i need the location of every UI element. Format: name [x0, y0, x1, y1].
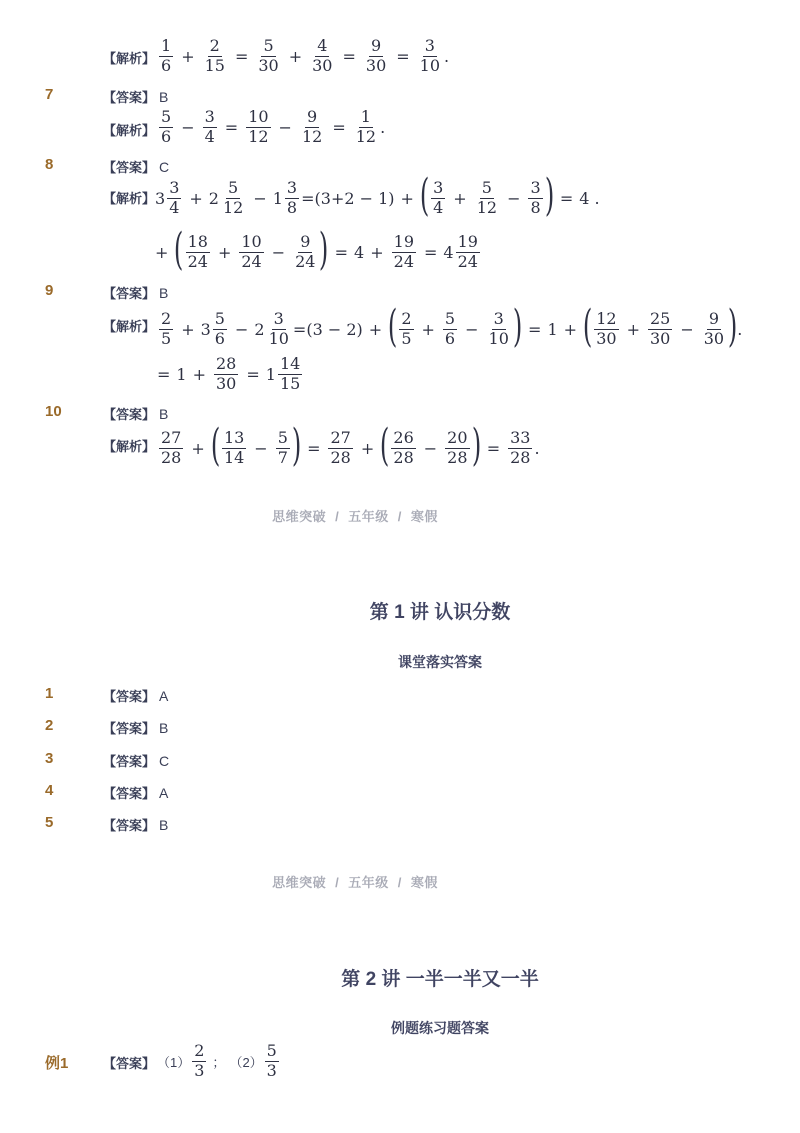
answer-tag: 【答案】 [103, 721, 156, 736]
answer-value: A [159, 688, 169, 704]
footer-term: 寒假 [410, 509, 438, 524]
math-expression: = 1 + $\frac{28}{30}$ = 1 $\frac{14}{15}$ [157, 354, 301, 393]
analysis-tag: 【解析】 [103, 319, 156, 334]
part-label: （2） [229, 1054, 263, 1070]
math-expression: $\frac{2}{5}$ + 3 $\frac{5}{6}$ − 2 $\frac{3}{10}$ =(3 − 2) + ( $\frac{2}{5}$ + $\frac{5}{6}$ − $\frac{3}{10}$ ) = 1 + ( $\frac{12}{30}$ + $\frac{25}{30}$ − $\frac{9}{30}$ ) . [161, 301, 743, 352]
analysis-tag: 【解析】 [103, 123, 156, 138]
answer-value: A [159, 785, 169, 801]
answer-line [103, 686, 168, 705]
footer-grade: 五年级 [348, 875, 389, 890]
answer-value: B [159, 285, 169, 301]
page-footer: 思维突破 / 五年级 / 寒假 [272, 875, 438, 890]
question-number: 8 [45, 156, 54, 173]
answer-tag: 【答案】 [103, 160, 156, 175]
math-expression: 3 $\frac{3}{4}$ + 2 $\frac{5}{12}$ − 1 $\frac{3}{8}$ =(3+2 − 1) + ( $\frac{3}{4}$ + $\frac{5}{12}$ − $\frac{3}{8}$ ) = 4 . [155, 170, 600, 221]
question-number: 5 [45, 814, 54, 831]
answer-line [103, 718, 168, 737]
answer-line [103, 283, 168, 302]
example-number: 例1 [45, 1055, 69, 1072]
answer-line [103, 157, 169, 176]
answer-tag: 【答案】 [103, 786, 156, 801]
footer-term: 寒假 [410, 875, 438, 890]
lecture-title: 第 2 讲 一半一半又一半 [341, 969, 539, 990]
answer-tag: 【答案】 [103, 818, 156, 833]
footer-series: 思维突破 [272, 509, 327, 524]
answer-value: C [159, 753, 170, 769]
question-number: 10 [45, 403, 62, 420]
analysis-tag: 【解析】 [103, 191, 156, 206]
answer-line [103, 751, 169, 770]
answer-tag: 【答案】 [103, 407, 156, 422]
answer-value: B [159, 720, 169, 736]
answer-line [103, 87, 168, 106]
question-number: 9 [45, 282, 54, 299]
answer-value: B [159, 89, 169, 105]
answer-tag: 【答案】 [103, 90, 156, 105]
question-number: 4 [45, 782, 54, 799]
question-number: 1 [45, 685, 54, 702]
answer-value: B [159, 817, 169, 833]
lecture-title: 第 1 讲 认识分数 [369, 602, 511, 623]
answer-line [103, 783, 168, 802]
page-footer: 思维突破 / 五年级 / 寒假 [272, 509, 438, 524]
footer-series: 思维突破 [272, 875, 327, 890]
section-subtitle: 课堂落实答案 [398, 654, 482, 670]
answer-tag: 【答案】 [103, 754, 156, 769]
footer-grade: 五年级 [348, 509, 389, 524]
answer-tag: 【答案】 [103, 286, 156, 301]
math-expression: $\frac{1}{6}$ + $\frac{2}{15}$ = $\frac{5}{30}$ + $\frac{4}{30}$ = $\frac{9}{30}$ = $\frac{3}{10}$ . [161, 36, 450, 75]
answer-value: C [159, 159, 170, 175]
question-number: 7 [45, 86, 54, 103]
answer-line [103, 404, 168, 423]
section-subtitle: 例题练习题答案 [391, 1020, 489, 1036]
math-expression: + ( $\frac{18}{24}$ + $\frac{10}{24}$ − $\frac{9}{24}$ ) = 4 + $\frac{19}{24}$ = 4 $\frac{19}{24}$ [155, 224, 478, 275]
question-number: 2 [45, 717, 54, 734]
answer-tag: 【答案】 [103, 689, 156, 704]
math-expression: $\frac{27}{28}$ + ( $\frac{13}{14}$ − $\frac{5}{7}$ ) = $\frac{27}{28}$ + ( $\frac{26}{28}$ − $\frac{20}{28}$ ) = $\frac{33}{28}$ . [161, 420, 540, 471]
math-expression: $\frac{5}{6}$ − $\frac{3}{4}$ = $\frac{10}{12}$ − $\frac{9}{12}$ = $\frac{1}{12}$ . [161, 107, 386, 146]
math-expression: （1） $\frac{2}{3}$ ； （2） $\frac{5}{3}$ [157, 1041, 277, 1080]
answer-value: B [159, 406, 169, 422]
answer-line [103, 815, 168, 834]
analysis-tag: 【解析】 [103, 439, 156, 454]
question-number: 3 [45, 750, 54, 767]
answer-tag: 【答案】 [103, 1056, 156, 1071]
analysis-tag: 【解析】 [103, 51, 156, 66]
separator: ； [212, 1054, 226, 1070]
part-label: （1） [157, 1054, 191, 1070]
